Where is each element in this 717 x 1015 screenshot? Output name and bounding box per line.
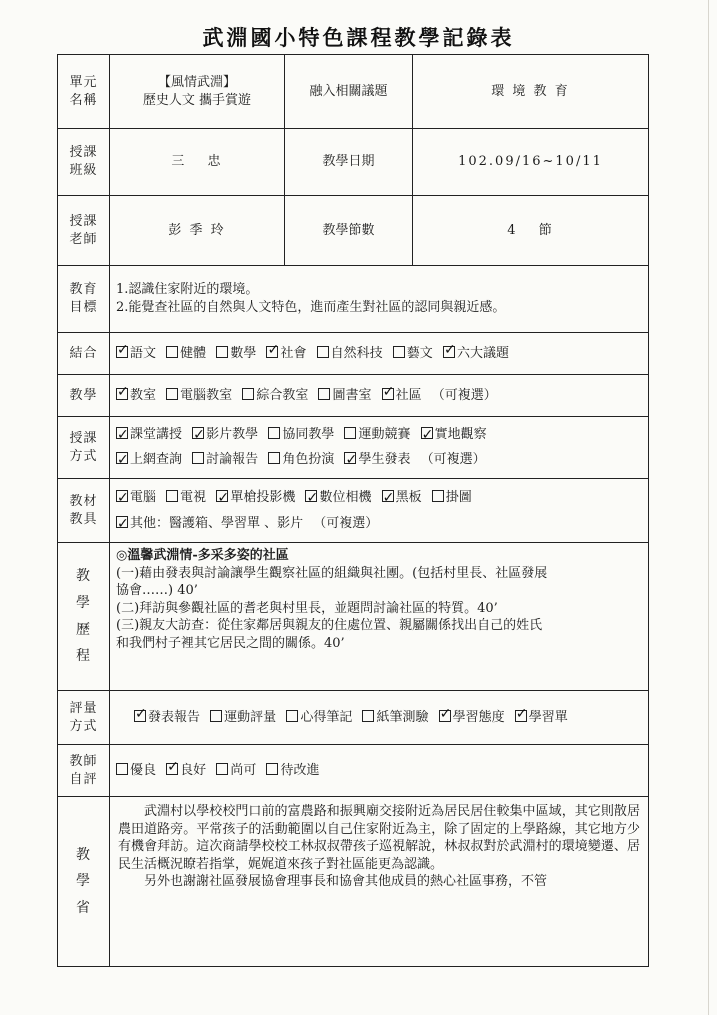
assessment-option[interactable]: ✓發表報告 — [134, 709, 200, 727]
reflection-paragraph: 另外也謝謝社區發展協會理事長和協會其他成員的熱心社區事務，不管 — [144, 874, 548, 890]
checkbox-checked-icon[interactable] — [116, 427, 128, 439]
unit-label: 單元 名稱 — [58, 55, 110, 129]
self-eval-option[interactable]: 尚可 — [216, 762, 256, 780]
method-label: 授課 方式 — [58, 417, 110, 479]
materials-label: 教材 教具 — [58, 479, 110, 543]
process-line: 和我們村子裡其它居民之間的關係。40’ — [116, 635, 345, 651]
process-heading: ◎溫馨武淵情-多采多姿的社區 — [116, 548, 289, 563]
class-label: 授課 班級 — [58, 129, 110, 196]
checkbox-checked-icon[interactable] — [266, 346, 278, 358]
checkbox-checked-icon[interactable] — [134, 710, 146, 722]
method-option[interactable]: ✓上網查詢 — [116, 448, 182, 473]
domain-option[interactable]: 數學 — [216, 345, 256, 363]
checkbox-icon[interactable] — [192, 452, 204, 464]
unit-value: 【風情武淵】 歷史人文 攜手賞遊 — [110, 55, 285, 129]
process-content — [110, 543, 649, 691]
checkbox-checked-icon[interactable] — [116, 346, 128, 358]
checkbox-checked-icon[interactable] — [443, 346, 455, 358]
location-option[interactable]: 綜合教室 — [242, 387, 308, 405]
checkbox-icon[interactable] — [268, 427, 280, 439]
checkbox-icon[interactable] — [210, 710, 222, 722]
location-option[interactable]: ✓ 教室 — [116, 387, 156, 405]
checkbox-icon[interactable] — [166, 490, 178, 502]
materials-option[interactable]: 電視 — [166, 485, 206, 510]
reflection-label: 教 學 省 — [58, 797, 110, 967]
checkbox-checked-icon[interactable] — [166, 763, 178, 775]
checkbox-checked-icon[interactable] — [116, 490, 128, 502]
row-materials — [58, 479, 649, 543]
page-edge — [708, 0, 709, 1015]
checkbox-checked-icon[interactable] — [439, 710, 451, 722]
method-option[interactable]: 協同教學 — [268, 423, 334, 448]
checkbox-icon[interactable] — [393, 346, 405, 358]
process-label: 教 學 歷 程 — [58, 543, 110, 691]
topic-label: 融入相關議題 — [285, 55, 413, 129]
checkbox-checked-icon[interactable] — [515, 710, 527, 722]
materials-option[interactable]: ✓ 黑板 — [382, 485, 422, 510]
row-teacher — [58, 196, 649, 266]
checkbox-icon[interactable] — [116, 763, 128, 775]
self-eval-option[interactable]: 待改進 — [266, 762, 319, 780]
periods-value: 4 節 — [413, 196, 649, 266]
row-reflection — [58, 797, 649, 967]
row-method — [58, 417, 649, 479]
domain-option[interactable]: 自然科技 — [317, 345, 383, 363]
method-option[interactable]: ✓課堂講授 — [116, 423, 182, 448]
checkbox-checked-icon[interactable] — [344, 452, 356, 464]
method-option[interactable]: 運動競賽 — [344, 423, 410, 448]
row-domain — [58, 333, 649, 375]
class-value: 三 忠 — [110, 129, 285, 196]
checkbox-icon[interactable] — [344, 427, 356, 439]
domain-option[interactable]: ✓ 語文 — [116, 345, 156, 363]
checkbox-icon[interactable] — [286, 710, 298, 722]
checkbox-checked-icon[interactable] — [116, 388, 128, 400]
row-class — [58, 129, 649, 196]
domain-option[interactable]: ✓ 社會 — [266, 345, 306, 363]
checkbox-icon[interactable] — [317, 346, 329, 358]
row-unit — [58, 55, 649, 129]
method-note: （可複選） — [420, 451, 486, 467]
checkbox-icon[interactable] — [266, 763, 278, 775]
location-label: 教學 — [58, 375, 110, 417]
goals-label: 教育 目標 — [58, 266, 110, 333]
checkbox-checked-icon[interactable] — [116, 452, 128, 464]
self-eval-option[interactable]: ✓ 良好 — [166, 762, 206, 780]
process-line: (一)藉由發表與討論讓學生觀察社區的組織與社團。(包括村里長、社區發展 — [116, 565, 548, 581]
domain-options — [110, 333, 649, 375]
checkbox-icon[interactable] — [216, 763, 228, 775]
checkbox-icon[interactable] — [268, 452, 280, 464]
teacher-label: 授課 老師 — [58, 196, 110, 266]
reflection-paragraph: 武淵村以學校校門口前的富農路和振興廟交接附近為居民居住較集中區域，其它則散居農田道路旁。平常孩子的活動範圍以自己住家附近為主，除了固定的上學路線，其它地方少有機會拜訪。這次商請學校校工林叔叔帶孩子巡視解說，林叔叔對於武淵村的環境變遷、居民生活概況瞭若指掌，娓娓道來孩子對社區能更為認識。 — [118, 804, 640, 872]
checkbox-checked-icon[interactable] — [116, 516, 128, 528]
assessment-option[interactable]: ✓ 學習單 — [515, 709, 568, 727]
goal-item: 2.能覺查社區的自然與人文特色，進而產生對社區的認同與親近感。 — [116, 300, 506, 315]
method-option[interactable]: 討論報告 — [192, 448, 258, 473]
checkbox-icon[interactable] — [432, 490, 444, 502]
checkbox-icon[interactable] — [166, 346, 178, 358]
checkbox-checked-icon[interactable] — [382, 490, 394, 502]
checkbox-icon[interactable] — [242, 388, 254, 400]
materials-other[interactable]: ✓其他：醫護箱、學習單 、影片 — [116, 511, 303, 536]
domain-option[interactable]: 健體 — [166, 345, 206, 363]
checkbox-icon[interactable] — [318, 388, 330, 400]
date-value: 102.09/16~10/11 — [413, 129, 649, 196]
self-eval-option[interactable]: 優良 — [116, 762, 156, 780]
self-eval-label: 教師 自評 — [58, 745, 110, 797]
date-label: 教學日期 — [285, 129, 413, 196]
method-option[interactable]: ✓ 學生發表 — [344, 448, 410, 473]
domain-label: 結合 — [58, 333, 110, 375]
materials-note: （可複選） — [313, 515, 379, 531]
assessment-option[interactable]: 心得筆記 — [286, 709, 352, 727]
record-table — [57, 54, 649, 967]
topic-value: 環 境 教 育 — [413, 55, 649, 129]
checkbox-checked-icon[interactable] — [216, 490, 228, 502]
location-options — [110, 375, 649, 417]
goals-list — [110, 266, 649, 333]
materials-option[interactable]: ✓ 數位相機 — [305, 485, 371, 510]
method-option[interactable]: 角色扮演 — [268, 448, 334, 473]
row-self-eval — [58, 745, 649, 797]
goal-item: 1.認識住家附近的環境。 — [116, 282, 259, 298]
checkbox-checked-icon[interactable] — [421, 427, 433, 439]
assessment-option[interactable]: 運動評量 — [210, 709, 276, 727]
assessment-label: 評量 方式 — [58, 691, 110, 745]
materials-option[interactable]: ✓電腦 — [116, 485, 156, 510]
row-assessment — [58, 691, 649, 745]
domain-option[interactable]: ✓ 六大議題 — [443, 345, 509, 363]
assessment-options — [110, 691, 649, 745]
reflection-content — [110, 797, 649, 967]
self-eval-options — [110, 745, 649, 797]
location-option[interactable]: ✓ 社區 — [382, 387, 422, 405]
assessment-option[interactable]: ✓ 學習態度 — [439, 709, 505, 727]
method-option[interactable]: ✓ 影片教學 — [192, 423, 258, 448]
process-line: 協會……) 40’ — [116, 583, 198, 599]
method-option[interactable]: ✓ 實地觀察 — [421, 423, 487, 448]
form-title: 武淵國小特色課程教學記錄表 — [202, 25, 515, 50]
row-goals — [58, 266, 649, 333]
location-option[interactable]: 圖書室 — [318, 387, 371, 405]
materials-option[interactable]: 掛圖 — [432, 485, 472, 510]
checkbox-icon[interactable] — [216, 346, 228, 358]
checkbox-checked-icon[interactable] — [382, 388, 394, 400]
location-option[interactable]: 電腦教室 — [166, 387, 232, 405]
materials-options — [110, 479, 649, 543]
assessment-option[interactable]: 紙筆測驗 — [362, 709, 428, 727]
periods-label: 教學節數 — [285, 196, 413, 266]
location-note: （可複選） — [431, 387, 497, 403]
checkbox-icon[interactable] — [362, 710, 374, 722]
checkbox-icon[interactable] — [166, 388, 178, 400]
process-line: (二)拜訪與參觀社區的耆老與村里長，並題問討論社區的特質。40’ — [116, 600, 498, 616]
row-location — [58, 375, 649, 417]
method-options — [110, 417, 649, 479]
process-line: (三)親友大訪查：從住家鄰居與親友的住處位置、親屬關係找出自己的姓氏 — [116, 618, 543, 634]
checkbox-checked-icon[interactable] — [305, 490, 317, 502]
checkbox-checked-icon[interactable] — [192, 427, 204, 439]
row-process — [58, 543, 649, 691]
domain-option[interactable]: 藝文 — [393, 345, 433, 363]
materials-option[interactable]: ✓ 單槍投影機 — [216, 485, 295, 510]
teacher-value: 彭 季 玲 — [110, 196, 285, 266]
